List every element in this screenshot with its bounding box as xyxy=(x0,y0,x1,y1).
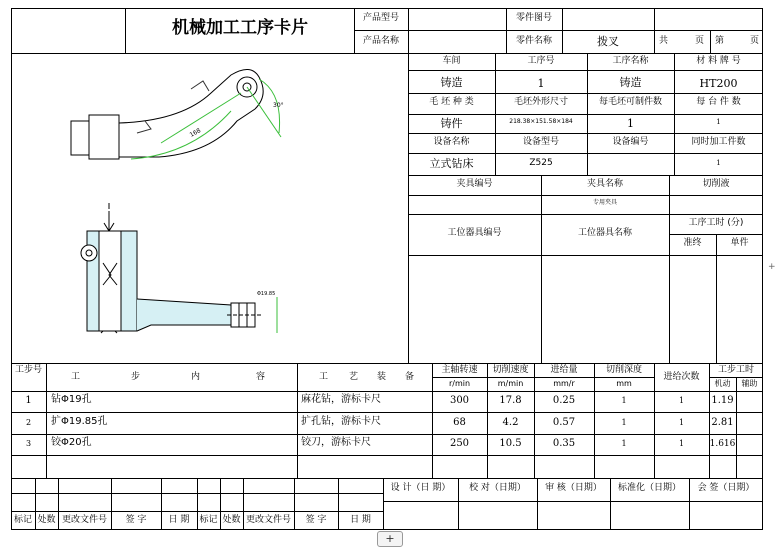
dim-length-text: 168 xyxy=(188,127,203,139)
info-row-line xyxy=(408,153,763,154)
aux-time-header: 辅助 xyxy=(741,379,758,388)
fixture-col-line xyxy=(716,234,717,363)
machine-time-header: 机动 xyxy=(714,379,731,388)
bore xyxy=(99,231,121,331)
page-no-unit: 页 xyxy=(750,36,760,46)
info-row-line xyxy=(408,93,763,94)
step-cut-speed: 10.5 xyxy=(499,438,522,449)
blank-size-label: 毛坯外形尺寸 xyxy=(513,97,568,107)
step-equipment: 扩孔钻，游标卡尺 xyxy=(301,416,381,427)
change-doc-label-2: 更改文件号 xyxy=(245,515,291,525)
countersign-label: 会 签（日期） xyxy=(697,483,755,493)
process-no-value: 1 xyxy=(537,77,545,90)
arm-outline xyxy=(119,69,263,157)
step-no-header: 工步号 xyxy=(14,365,42,375)
info-col-line xyxy=(587,53,588,175)
step-cut-speed: 17.8 xyxy=(499,395,522,406)
pieces-per-blank-label: 每毛坯可制件数 xyxy=(598,97,662,107)
steps-top-line xyxy=(11,363,763,364)
card-title: 机械加工工序卡片 xyxy=(172,18,308,38)
feed-unit: mm/r xyxy=(553,379,575,388)
equip-header-2: 艺 xyxy=(349,372,359,382)
spindle-speed-unit: r/min xyxy=(448,379,471,388)
step-speed: 250 xyxy=(449,438,470,449)
review-label: 审 核（日期） xyxy=(545,483,602,493)
count-label: 处数 xyxy=(37,515,56,525)
equip-header-4: 备 xyxy=(405,372,415,382)
frame-left xyxy=(11,8,12,530)
cut-speed-header: 切削速度 xyxy=(492,365,529,375)
steps-row-line xyxy=(11,391,763,392)
step-feed: 0.57 xyxy=(552,417,576,428)
spindle-speed-header: 主轴转速 xyxy=(441,365,478,375)
unit-row-line xyxy=(432,377,534,378)
step-content: 扩Φ19.85孔 xyxy=(51,416,108,427)
info-row-line xyxy=(408,70,763,71)
part-name-value: 拨叉 xyxy=(597,35,619,48)
step-content: 钻Φ19孔 xyxy=(51,394,92,405)
footer-row-line xyxy=(383,501,763,502)
step-times: 1 xyxy=(678,439,685,448)
step-no: 1 xyxy=(25,395,32,406)
steps-col-line xyxy=(46,363,47,478)
station-tool-no-label: 工位器具编号 xyxy=(447,228,502,238)
material-label: 材 料 牌 号 xyxy=(696,56,741,66)
dim-arc-green xyxy=(131,111,231,159)
step-machine-time: 1.19 xyxy=(711,395,734,406)
steps-row-line xyxy=(11,434,763,435)
simul-parts-label: 同时加工件数 xyxy=(691,137,746,147)
feed-header: 进给量 xyxy=(550,365,578,375)
step-no: 3 xyxy=(25,439,32,448)
equipment-name-value: 立式钻床 xyxy=(429,157,474,170)
step-content: 铰Φ20孔 xyxy=(51,437,92,448)
standard-label: 标准化（日期） xyxy=(617,483,681,493)
part-drawing-no-label: 零件图号 xyxy=(515,13,552,23)
header-divider xyxy=(11,53,763,54)
step-speed: 300 xyxy=(449,395,470,406)
check-label: 校 对（日期） xyxy=(469,483,526,493)
blank-type-value: 铸件 xyxy=(440,117,463,130)
fixture-col-line xyxy=(669,175,670,363)
material-value: HT200 xyxy=(699,77,738,90)
frame-top xyxy=(11,8,763,9)
process-no-label: 工序号 xyxy=(527,56,555,66)
step-machine-time: 2.81 xyxy=(711,417,734,428)
process-time-label: 工序工时 (分) xyxy=(688,218,744,228)
fixture-row-line xyxy=(408,214,763,215)
step-time-header: 工步工时 xyxy=(717,365,754,375)
step-times: 1 xyxy=(678,396,685,405)
fixture-row-line xyxy=(408,195,763,196)
workshop-label: 车间 xyxy=(442,56,461,66)
simul-parts-value: 1 xyxy=(716,159,721,167)
mark-label-2: 标记 xyxy=(199,515,218,525)
cut-speed-unit: m/min xyxy=(497,379,524,388)
cut-depth-header: 切削深度 xyxy=(605,365,642,375)
step-depth: 1 xyxy=(621,439,627,448)
count-label-2: 处数 xyxy=(222,515,241,525)
content-header-1: 工 xyxy=(71,372,81,382)
product-name-label: 产品名称 xyxy=(362,36,399,46)
signature-label-2: 签 字 xyxy=(305,515,327,525)
coolant-label: 切削液 xyxy=(702,179,730,189)
equipment-name-label: 设备名称 xyxy=(433,137,470,147)
info-row-line xyxy=(408,133,763,134)
change-doc-label: 更改文件号 xyxy=(61,515,107,525)
page-no-label: 第 xyxy=(715,36,725,46)
dim-angle-text: 30° xyxy=(273,102,284,109)
mark-label: 标记 xyxy=(13,515,32,525)
step-cut-speed: 4.2 xyxy=(502,417,519,428)
info-row-line xyxy=(408,114,763,115)
cut-depth-unit: mm xyxy=(616,379,632,388)
date-label: 日 期 xyxy=(168,515,190,525)
fixture-no-label: 夹具编号 xyxy=(456,179,493,189)
prep-end-label: 准终 xyxy=(683,238,702,248)
step-no: 2 xyxy=(25,418,32,427)
steps-row-line xyxy=(11,412,763,413)
header-divider xyxy=(710,30,711,53)
equip-header-3: 装 xyxy=(377,372,387,382)
total-pages-label: 共 xyxy=(659,36,669,46)
boss-circle xyxy=(81,245,97,261)
pieces-per-unit-value: 1 xyxy=(716,118,721,126)
step-equipment: 铰刀，游标卡尺 xyxy=(301,437,371,448)
feed-times-header: 进给次数 xyxy=(663,372,700,382)
step-feed: 0.35 xyxy=(552,438,576,449)
workshop-value: 铸造 xyxy=(440,76,463,89)
hub-body xyxy=(89,115,119,159)
steps-col-line xyxy=(297,363,298,478)
design-label: 设 计（日 期） xyxy=(390,483,451,493)
blank-size-value: 218.38×151.58×184 xyxy=(509,118,573,125)
pieces-per-blank-value: 1 xyxy=(627,117,634,130)
step-feed: 0.25 xyxy=(552,395,576,406)
hub-left xyxy=(71,121,89,155)
header-divider xyxy=(354,30,763,31)
side-expand-marker[interactable]: + xyxy=(768,262,776,272)
info-col-line xyxy=(674,53,675,175)
process-name-label: 工序名称 xyxy=(612,56,649,66)
step-depth: 1 xyxy=(621,396,627,405)
arm-section xyxy=(137,299,231,331)
total-pages-unit: 页 xyxy=(695,36,705,46)
equipment-model-label: 设备型号 xyxy=(522,137,559,147)
equip-header-1: 工 xyxy=(319,372,329,382)
fixture-row-line xyxy=(408,255,763,256)
steps-col-line xyxy=(736,377,737,478)
content-header-2: 步 xyxy=(131,372,141,382)
content-header-3: 内 xyxy=(191,372,201,382)
equipment-no-label: 设备编号 xyxy=(612,137,649,147)
date-label-2: 日 期 xyxy=(350,515,371,525)
frame-bottom xyxy=(11,529,763,530)
info-row-line xyxy=(408,175,763,176)
fixture-name-label: 夹具名称 xyxy=(586,179,623,189)
process-card-sheet xyxy=(11,8,763,530)
signature-label: 签 字 xyxy=(125,515,147,525)
pieces-per-unit-label: 每 台 件 数 xyxy=(696,97,741,107)
fixture-name-value: 专用夹具 xyxy=(592,199,617,206)
steps-bottom-line xyxy=(11,478,763,479)
dim-hole-text: Φ19.85 xyxy=(257,291,276,297)
step-speed: 68 xyxy=(453,417,466,428)
unit-time-label: 单件 xyxy=(730,238,749,248)
steps-row-line xyxy=(11,455,763,456)
step-depth: 1 xyxy=(621,418,627,427)
step-machine-time: 1.616 xyxy=(709,439,736,449)
process-name-value: 铸造 xyxy=(619,76,642,89)
station-tool-name-label: 工位器具名称 xyxy=(577,228,632,238)
content-header-4: 容 xyxy=(256,372,266,382)
product-model-label: 产品型号 xyxy=(362,13,399,23)
step-times: 1 xyxy=(678,418,685,427)
step-equipment: 麻花钻，游标卡尺 xyxy=(301,394,381,405)
info-col-line xyxy=(495,53,496,175)
expand-button[interactable]: + xyxy=(377,531,403,547)
part-name-label: 零件名称 xyxy=(515,36,552,46)
part-drawing xyxy=(41,63,291,353)
blank-type-label: 毛 坯 种 类 xyxy=(429,97,474,107)
equipment-model-value: Z525 xyxy=(529,158,553,168)
